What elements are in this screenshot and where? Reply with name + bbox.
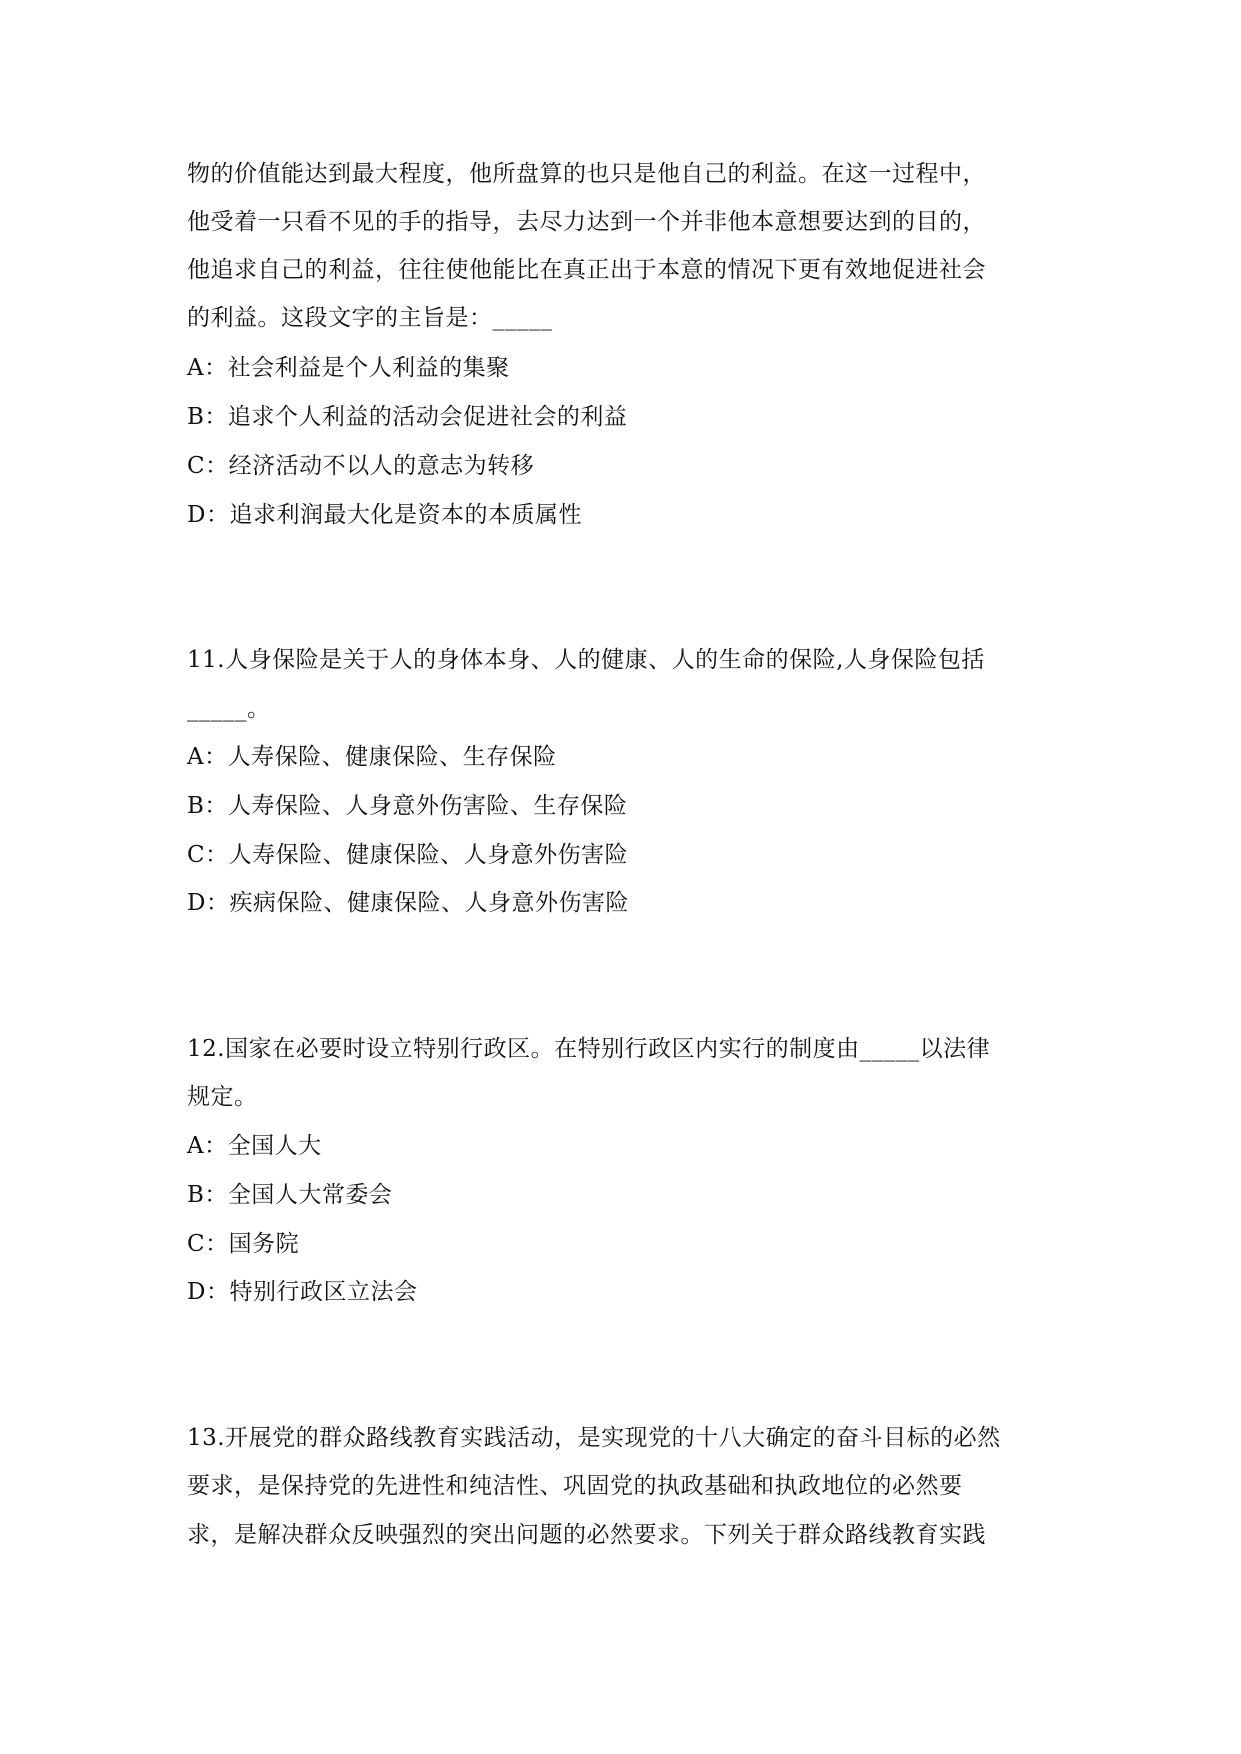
option-a: A：社会利益是个人利益的集聚 bbox=[187, 355, 510, 381]
option-d: D：疾病保险、健康保险、人身意外伤害险 bbox=[187, 890, 629, 916]
option-d: D：特别行政区立法会 bbox=[187, 1279, 418, 1305]
question-13-text-line: 求，是解决群众反映强烈的突出问题的必然要求。下列关于群众路线教育实践 bbox=[187, 1522, 986, 1548]
question-13-text-line: 13.开展党的群众路线教育实践活动，是实现党的十八大确定的奋斗目标的必然 bbox=[187, 1425, 1001, 1451]
option-b: B：人寿保险、人身意外伤害险、生存保险 bbox=[187, 793, 628, 819]
option-c: C：经济活动不以人的意志为转移 bbox=[187, 453, 535, 479]
option-c: C：人寿保险、健康保险、人身意外伤害险 bbox=[187, 842, 629, 868]
option-a: A：全国人大 bbox=[187, 1133, 322, 1159]
option-d: D：追求利润最大化是资本的本质属性 bbox=[187, 502, 582, 528]
option-b: B：全国人大常委会 bbox=[187, 1182, 393, 1208]
question-11-text-line: 11.人身保险是关于人的身体本身、人的健康、人的生命的保险,人身保险包括 bbox=[187, 647, 985, 673]
question-text-line: 的利益。这段文字的主旨是：_____ bbox=[187, 305, 553, 331]
question-12-text-line: 12.国家在必要时设立特别行政区。在特别行政区内实行的制度由_____以法律 bbox=[187, 1036, 991, 1062]
question-text-line: 他受着一只看不见的手的指导，去尽力达到一个并非他本意想要达到的目的， bbox=[187, 209, 986, 235]
question-13-text-line: 要求，是保持党的先进性和纯洁性、巩固党的执政基础和执政地位的必然要 bbox=[187, 1473, 963, 1499]
question-12-text-line: 规定。 bbox=[187, 1084, 258, 1110]
option-a: A：人寿保险、健康保险、生存保险 bbox=[187, 744, 557, 770]
question-text-line: 物的价值能达到最大程度，他所盘算的也只是他自己的利益。在这一过程中， bbox=[187, 161, 986, 187]
option-b: B：追求个人利益的活动会促进社会的利益 bbox=[187, 404, 628, 430]
question-text-line: 他追求自己的利益，往往使他能比在真正出于本意的情况下更有效地促进社会 bbox=[187, 257, 986, 283]
question-11-text-line: _____。 bbox=[187, 696, 271, 722]
option-c: C：国务院 bbox=[187, 1231, 300, 1257]
